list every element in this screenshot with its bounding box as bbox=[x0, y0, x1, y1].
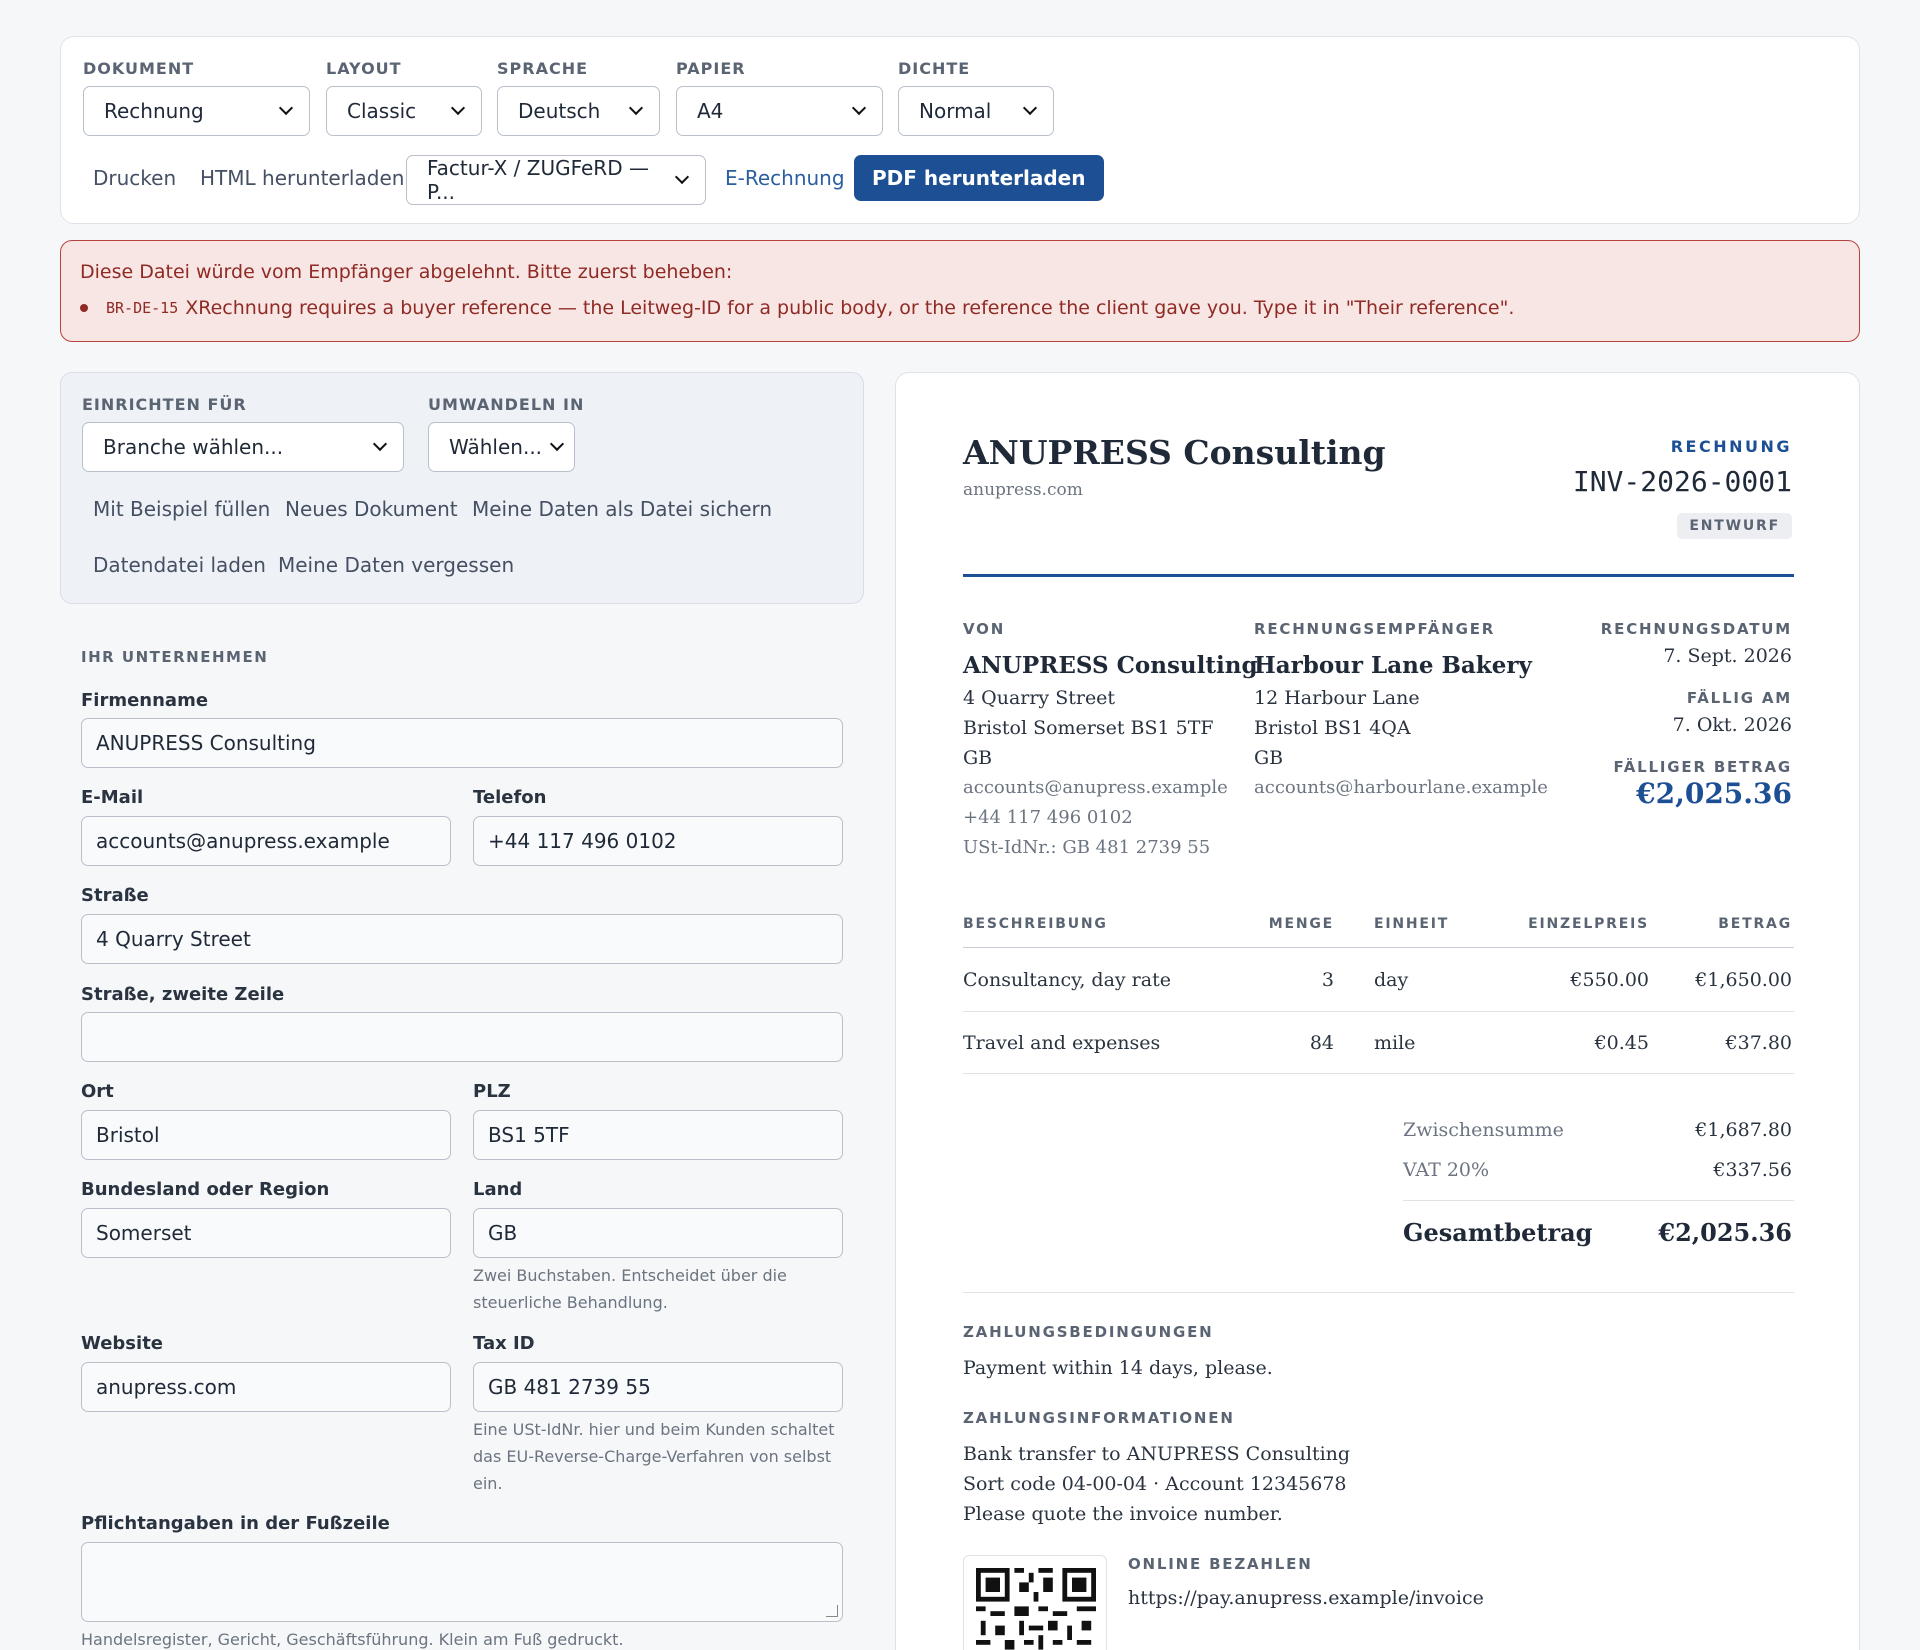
invoice-website: anupress.com bbox=[963, 480, 1083, 500]
bullet-icon bbox=[80, 304, 88, 312]
branche-value: Branche wählen... bbox=[103, 435, 284, 459]
section-rule bbox=[963, 1292, 1794, 1293]
dokument-label: DOKUMENT bbox=[83, 59, 195, 78]
papier-label: PAPIER bbox=[676, 59, 746, 78]
to-name: Harbour Lane Bakery bbox=[1254, 652, 1532, 679]
umwandeln-label: UMWANDELN IN bbox=[428, 395, 585, 414]
umwandeln-select[interactable] bbox=[428, 422, 575, 472]
street2-label: Straße, zweite Zeile bbox=[81, 984, 285, 1005]
company-input[interactable]: ANUPRESS Consulting bbox=[81, 718, 843, 768]
to-line: 12 Harbour Lane bbox=[1254, 687, 1420, 709]
layout-select[interactable] bbox=[326, 86, 482, 136]
terms-label: ZAHLUNGSBEDINGUNGEN bbox=[963, 1323, 1214, 1341]
city-label: Ort bbox=[81, 1081, 114, 1102]
invoice-company: ANUPRESS Consulting bbox=[963, 433, 1386, 472]
item-desc: Travel and expenses bbox=[963, 1032, 1161, 1054]
country-help-line: Zwei Buchstaben. Entscheidet über die bbox=[473, 1266, 787, 1285]
from-vat: USt-IdNr.: GB 481 2739 55 bbox=[963, 837, 1211, 858]
item-qty: 3 bbox=[1321, 969, 1334, 991]
city-input[interactable]: Bristol bbox=[81, 1110, 451, 1160]
street2-input[interactable] bbox=[81, 1012, 843, 1062]
qr-code-icon bbox=[976, 1568, 1096, 1650]
load-data-button[interactable]: Datendatei laden bbox=[93, 553, 266, 577]
chevron-down-icon bbox=[629, 101, 643, 115]
doc-type: RECHNUNG bbox=[1670, 437, 1792, 456]
from-name: ANUPRESS Consulting bbox=[963, 652, 1258, 679]
layout-label: LAYOUT bbox=[326, 59, 402, 78]
col-amount: BETRAG bbox=[1718, 916, 1792, 932]
from-label: VON bbox=[963, 620, 1006, 638]
dichte-label: DICHTE bbox=[898, 59, 971, 78]
taxid-help-line: Eine USt-IdNr. hier und beim Kunden schaltet bbox=[473, 1420, 835, 1439]
website-label: Website bbox=[81, 1333, 164, 1354]
website-input[interactable]: anupress.com bbox=[81, 1362, 451, 1412]
einrichten-label: EINRICHTEN FÜR bbox=[82, 395, 247, 414]
from-email: accounts@anupress.example bbox=[963, 777, 1228, 798]
html-download-button[interactable]: HTML herunterladen bbox=[200, 166, 405, 190]
total-label: Gesamtbetrag bbox=[1403, 1218, 1593, 1247]
format-select[interactable] bbox=[406, 155, 706, 205]
status-badge: ENTWURF bbox=[1677, 513, 1792, 539]
region-input[interactable]: Somerset bbox=[81, 1208, 451, 1258]
layout-value: Classic bbox=[347, 99, 417, 123]
header-rule bbox=[963, 947, 1794, 948]
zip-label: PLZ bbox=[473, 1081, 511, 1102]
dokument-select[interactable] bbox=[83, 86, 310, 136]
country-help bbox=[473, 1262, 787, 1316]
invoice-date: 7. Sept. 2026 bbox=[1663, 645, 1792, 667]
umwandeln-value: Wählen... bbox=[449, 435, 543, 459]
payinfo-line: Bank transfer to ANUPRESS Consulting bbox=[963, 1443, 1351, 1465]
chevron-down-icon bbox=[451, 101, 465, 115]
erechnung-link[interactable]: E-Rechnung bbox=[725, 166, 845, 190]
region-label: Bundesland oder Region bbox=[81, 1179, 330, 1200]
qr-code-frame bbox=[963, 1555, 1107, 1650]
country-input[interactable]: GB bbox=[473, 1208, 843, 1258]
from-address bbox=[963, 683, 1228, 863]
to-line: GB bbox=[1254, 747, 1284, 769]
papier-value: A4 bbox=[697, 99, 724, 123]
taxid-help bbox=[473, 1416, 835, 1497]
taxid-input[interactable]: GB 481 2739 55 bbox=[473, 1362, 843, 1412]
chevron-down-icon bbox=[675, 170, 689, 184]
subtotal-label: Zwischensumme bbox=[1403, 1119, 1564, 1141]
papier-select[interactable] bbox=[676, 86, 883, 136]
print-button[interactable]: Drucken bbox=[93, 166, 177, 190]
dokument-value: Rechnung bbox=[104, 99, 204, 123]
save-data-button[interactable]: Meine Daten als Datei sichern bbox=[472, 497, 773, 521]
to-line: Bristol BS1 4QA bbox=[1254, 717, 1411, 739]
amount-due: €2,025.36 bbox=[1636, 777, 1792, 810]
item-amount: €37.80 bbox=[1725, 1032, 1792, 1054]
payinfo-line: Please quote the invoice number. bbox=[963, 1503, 1283, 1525]
phone-field[interactable]: +44 117 496 0102 bbox=[473, 816, 843, 866]
footer-label: Pflichtangaben in der Fußzeile bbox=[81, 1513, 390, 1534]
item-price: €0.45 bbox=[1594, 1032, 1649, 1054]
accent-rule bbox=[963, 574, 1794, 577]
company-label: Firmenname bbox=[81, 690, 209, 711]
subtotal: €1,687.80 bbox=[1695, 1119, 1792, 1141]
pdf-download-button[interactable]: PDF herunterladen bbox=[854, 155, 1104, 201]
alert-code: BR-DE-15 bbox=[106, 299, 179, 317]
footer-textarea[interactable] bbox=[81, 1542, 843, 1622]
street-label: Straße bbox=[81, 885, 149, 906]
country-help-line: steuerliche Behandlung. bbox=[473, 1293, 668, 1312]
fill-example-button[interactable]: Mit Beispiel füllen bbox=[93, 497, 271, 521]
toolbar bbox=[60, 36, 1860, 224]
country-label: Land bbox=[473, 1179, 523, 1200]
due-date: 7. Okt. 2026 bbox=[1672, 714, 1792, 736]
terms-text: Payment within 14 days, please. bbox=[963, 1357, 1273, 1379]
item-unit: mile bbox=[1374, 1032, 1416, 1054]
to-address bbox=[1254, 683, 1548, 803]
row-rule bbox=[963, 1011, 1794, 1012]
vat-amount: €337.56 bbox=[1713, 1159, 1792, 1181]
col-price: EINZELPREIS bbox=[1528, 916, 1649, 932]
to-label: RECHNUNGSEMPFÄNGER bbox=[1254, 620, 1496, 638]
chevron-down-icon bbox=[852, 101, 866, 115]
col-unit: EINHEIT bbox=[1374, 916, 1450, 932]
sprache-label: SPRACHE bbox=[497, 59, 589, 78]
payinfo-text bbox=[963, 1439, 1350, 1529]
due-label: FÄLLIG AM bbox=[1686, 689, 1792, 707]
item-price: €550.00 bbox=[1570, 969, 1649, 991]
validation-alert bbox=[60, 240, 1860, 342]
invoice-number: INV-2026-0001 bbox=[1572, 465, 1792, 498]
taxid-label: Tax ID bbox=[473, 1333, 535, 1354]
item-qty: 84 bbox=[1309, 1032, 1334, 1054]
email-label: E-Mail bbox=[81, 787, 144, 808]
alert-item bbox=[80, 297, 1514, 319]
forget-data-button[interactable]: Meine Daten vergessen bbox=[278, 553, 515, 577]
total-rule bbox=[1403, 1200, 1794, 1201]
taxid-help-line: das EU-Reverse-Charge-Verfahren von selbst bbox=[473, 1447, 832, 1466]
payinfo-line: Sort code 04-00-04 · Account 12345678 bbox=[963, 1473, 1347, 1495]
chevron-down-icon bbox=[373, 437, 387, 451]
total-amount: €2,025.36 bbox=[1658, 1218, 1792, 1247]
from-line: Bristol Somerset BS1 5TF bbox=[963, 717, 1214, 739]
dichte-select[interactable] bbox=[898, 86, 1054, 136]
col-desc: BESCHREIBUNG bbox=[963, 916, 1108, 932]
item-unit: day bbox=[1374, 969, 1409, 991]
item-amount: €1,650.00 bbox=[1695, 969, 1792, 991]
branche-select[interactable] bbox=[82, 422, 404, 472]
from-phone: +44 117 496 0102 bbox=[963, 807, 1133, 828]
to-email: accounts@harbourlane.example bbox=[1254, 777, 1548, 798]
vat-label: VAT 20% bbox=[1403, 1159, 1490, 1181]
online-pay-url[interactable]: https://pay.anupress.example/invoice bbox=[1128, 1587, 1484, 1609]
chevron-down-icon bbox=[550, 437, 564, 451]
row-rule bbox=[963, 1073, 1794, 1074]
item-desc: Consultancy, day rate bbox=[963, 969, 1171, 991]
alert-title: Diese Datei würde vom Empfänger abgelehnt. Bitte zuerst beheben: bbox=[80, 261, 733, 283]
invoice-preview bbox=[895, 372, 1860, 1650]
payinfo-label: ZAHLUNGSINFORMATIONEN bbox=[963, 1409, 1235, 1427]
col-qty: MENGE bbox=[1268, 916, 1334, 932]
online-pay-label: ONLINE BEZAHLEN bbox=[1128, 1555, 1313, 1573]
phone-label: Telefon bbox=[473, 787, 547, 808]
chevron-down-icon bbox=[279, 101, 293, 115]
sprache-value: Deutsch bbox=[518, 99, 601, 123]
date-label: RECHNUNGSDATUM bbox=[1600, 620, 1792, 638]
sprache-select[interactable] bbox=[497, 86, 660, 136]
email-field[interactable]: accounts@anupress.example bbox=[81, 816, 451, 866]
footer-help: Handelsregister, Gericht, Geschäftsführung. Klein am Fuß gedruckt. bbox=[81, 1630, 624, 1649]
dichte-value: Normal bbox=[919, 99, 992, 123]
alert-message: XRechnung requires a buyer reference — the Leitweg-ID for a public body, or the reference the client gave you. Type it in "Their reference". bbox=[185, 297, 1515, 319]
setup-panel bbox=[60, 372, 864, 604]
from-line: GB bbox=[963, 747, 993, 769]
section-heading: IHR UNTERNEHMEN bbox=[81, 648, 269, 666]
resize-handle-icon[interactable] bbox=[826, 1605, 838, 1617]
format-value: Factur-X / ZUGFeRD — P... bbox=[427, 156, 649, 204]
zip-input[interactable]: BS1 5TF bbox=[473, 1110, 843, 1160]
street-input[interactable]: 4 Quarry Street bbox=[81, 914, 843, 964]
from-line: 4 Quarry Street bbox=[963, 687, 1116, 709]
chevron-down-icon bbox=[1023, 101, 1037, 115]
taxid-help-line: ein. bbox=[473, 1474, 503, 1493]
amount-due-label: FÄLLIGER BETRAG bbox=[1613, 758, 1792, 776]
new-document-button[interactable]: Neues Dokument bbox=[285, 497, 458, 521]
